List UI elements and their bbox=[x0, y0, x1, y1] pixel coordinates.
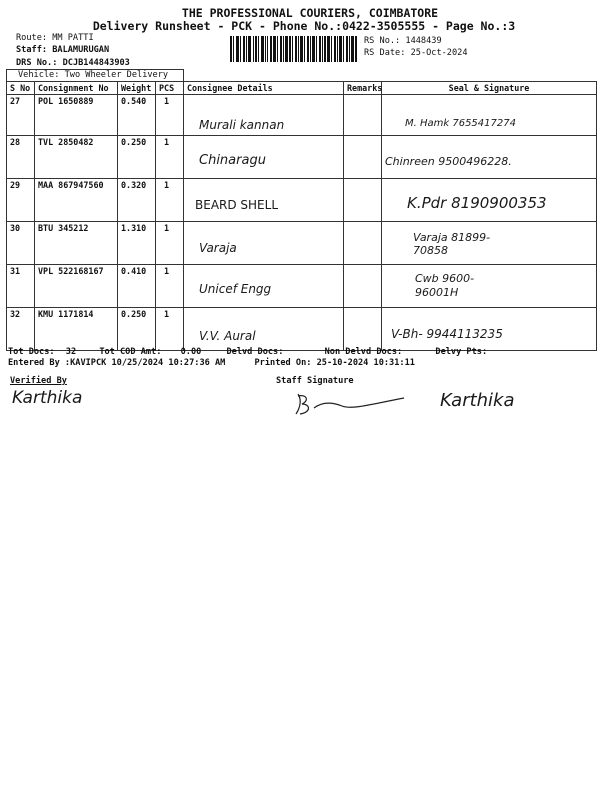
company-title: THE PROFESSIONAL COURIERS, COIMBATORE bbox=[181, 6, 439, 20]
vehicle-value: Two Wheeler Delivery bbox=[64, 70, 169, 80]
signature-cell bbox=[382, 179, 597, 222]
staff-label: Staff: bbox=[16, 45, 48, 55]
runsheet-subtitle: Delivery Runsheet - PCK - Phone No.:0422-3505555 - Page No.:3 bbox=[92, 19, 516, 33]
signature-cell bbox=[382, 222, 597, 265]
weight-cell: 0.540 bbox=[118, 95, 156, 136]
signature-handwriting: M. Hamk 7655417274 bbox=[405, 118, 516, 129]
delvd-docs-label: Delvd Docs: bbox=[226, 347, 284, 357]
consignee-cell bbox=[184, 308, 344, 351]
non-delvd-docs-label: Non Delvd Docs: bbox=[324, 347, 403, 357]
route-label: Route: bbox=[16, 33, 48, 43]
table-row bbox=[7, 136, 597, 179]
table-row bbox=[7, 265, 597, 308]
pcs-cell: 1 bbox=[156, 308, 184, 351]
staff-value: BALAMURUGAN bbox=[52, 45, 110, 55]
signature-cell bbox=[382, 308, 597, 351]
sno-cell: 31 bbox=[7, 265, 35, 308]
tot-cod-value: 0.00 bbox=[180, 347, 202, 357]
sno-cell: 27 bbox=[7, 95, 35, 136]
consignee-cell bbox=[184, 95, 344, 136]
staff-signature-image bbox=[292, 390, 412, 420]
sno-cell: 28 bbox=[7, 136, 35, 179]
tot-docs-label: Tot Docs: bbox=[8, 347, 55, 357]
weight-cell: 0.250 bbox=[118, 308, 156, 351]
consignee-handwriting: BEARD SHELL bbox=[195, 198, 279, 212]
col-header: PCS bbox=[156, 82, 184, 95]
table-row bbox=[7, 95, 597, 136]
consignment-cell: MAA 867947560 bbox=[35, 179, 118, 222]
signature-handwriting: Chinreen 9500496228. bbox=[385, 155, 512, 168]
drs-line bbox=[16, 58, 130, 68]
signature-handwriting: Varaja 81899-70858 bbox=[413, 231, 491, 257]
consignee-cell bbox=[184, 265, 344, 308]
remarks-cell bbox=[344, 179, 382, 222]
route-value: MM PATTI bbox=[52, 33, 94, 43]
consignee-cell bbox=[184, 222, 344, 265]
rs-no-label: RS No.: bbox=[364, 36, 401, 46]
right-signature: Karthika bbox=[440, 390, 515, 411]
table-row bbox=[7, 308, 597, 351]
sno-cell: 32 bbox=[7, 308, 35, 351]
pcs-cell: 1 bbox=[156, 95, 184, 136]
consignee-handwriting: Varaja bbox=[199, 241, 237, 255]
rs-date-line bbox=[364, 48, 468, 58]
runsheet-table bbox=[6, 81, 597, 351]
entered-line bbox=[8, 358, 415, 368]
printed-on-label: Printed On: bbox=[254, 358, 312, 368]
route-line bbox=[16, 33, 94, 43]
verified-by-label: Verified By bbox=[10, 376, 67, 386]
col-header: Consignee Details bbox=[184, 82, 344, 95]
consignment-cell: POL 1650889 bbox=[35, 95, 118, 136]
consignment-cell: TVL 2850482 bbox=[35, 136, 118, 179]
totals-line bbox=[8, 347, 487, 357]
printed-on-value: 25-10-2024 10:31:11 bbox=[316, 358, 415, 368]
col-header: Seal & Signature bbox=[382, 82, 597, 95]
verified-by-signature: Karthika bbox=[12, 388, 83, 408]
table-row bbox=[7, 222, 597, 265]
rs-date-label: RS Date: bbox=[364, 48, 406, 58]
sno-cell: 30 bbox=[7, 222, 35, 265]
tot-docs-value: 32 bbox=[65, 347, 77, 357]
consignment-cell: VPL 522168167 bbox=[35, 265, 118, 308]
signature-handwriting: V-Bh- 9944113235 bbox=[391, 327, 503, 341]
pcs-cell: 1 bbox=[156, 222, 184, 265]
table-header-row bbox=[7, 82, 597, 95]
col-header: Remarks bbox=[344, 82, 382, 95]
rs-no-line bbox=[364, 36, 442, 46]
signature-cell bbox=[382, 265, 597, 308]
weight-cell: 0.320 bbox=[118, 179, 156, 222]
pcs-cell: 1 bbox=[156, 265, 184, 308]
consignment-cell: KMU 1171814 bbox=[35, 308, 118, 351]
consignee-handwriting: Unicef Engg bbox=[199, 282, 272, 296]
staff-signature-label: Staff Signature bbox=[276, 376, 354, 386]
pcs-cell: 1 bbox=[156, 179, 184, 222]
delvy-pts-label: Delvy Pts: bbox=[435, 347, 488, 357]
consignee-cell bbox=[184, 179, 344, 222]
consignee-cell bbox=[184, 136, 344, 179]
rs-no-value: 1448439 bbox=[405, 36, 442, 46]
signature-handwriting: K.Pdr 8190900353 bbox=[407, 194, 547, 212]
consignee-handwriting: Murali kannan bbox=[199, 118, 285, 132]
pcs-cell: 1 bbox=[156, 136, 184, 179]
vehicle-line bbox=[18, 70, 168, 80]
tot-cod-label: Tot COD Amt: bbox=[99, 347, 162, 357]
col-header: Weight bbox=[118, 82, 156, 95]
rs-date-value: 25-Oct-2024 bbox=[410, 48, 468, 58]
barcode-image bbox=[230, 36, 358, 62]
col-header: Consignment No bbox=[35, 82, 118, 95]
table-row bbox=[7, 179, 597, 222]
signature-cell bbox=[382, 136, 597, 179]
signature-cell bbox=[382, 95, 597, 136]
drs-value: DCJB144843903 bbox=[62, 58, 130, 68]
col-header: S No bbox=[7, 82, 35, 95]
consignee-handwriting: V.V. Aural bbox=[199, 329, 256, 343]
drs-label: DRS No.: bbox=[16, 58, 58, 68]
weight-cell: 1.310 bbox=[118, 222, 156, 265]
vehicle-label: Vehicle: bbox=[18, 70, 60, 80]
staff-line bbox=[16, 45, 109, 55]
consignee-handwriting: Chinaragu bbox=[199, 153, 266, 168]
entered-by-value: KAVIPCK 10/25/2024 10:27:36 AM bbox=[70, 358, 226, 368]
entered-by-label: Entered By : bbox=[8, 358, 71, 368]
weight-cell: 0.410 bbox=[118, 265, 156, 308]
consignment-cell: BTU 345212 bbox=[35, 222, 118, 265]
sno-cell: 29 bbox=[7, 179, 35, 222]
weight-cell: 0.250 bbox=[118, 136, 156, 179]
signature-handwriting: Cwb 9600-96001H bbox=[415, 272, 475, 299]
